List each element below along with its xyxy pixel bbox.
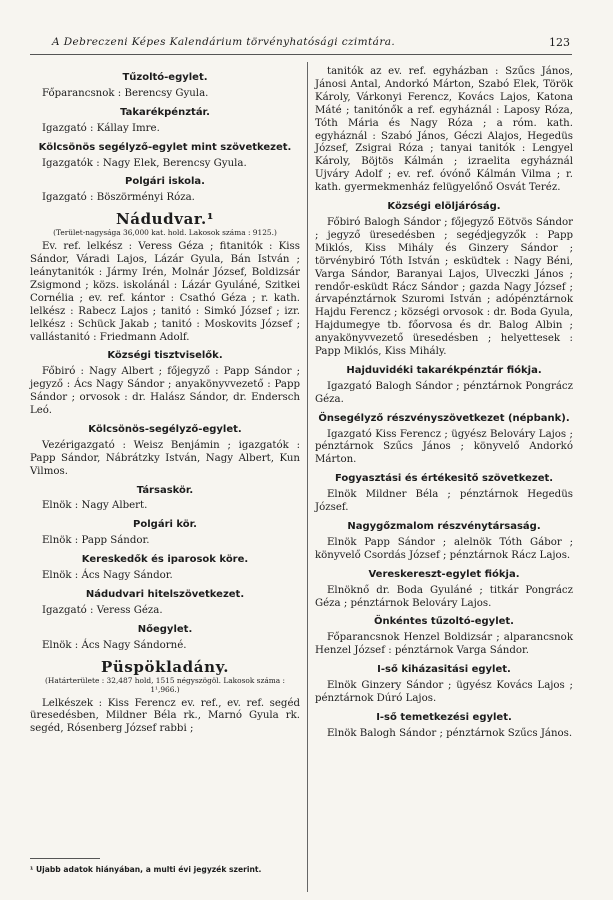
section-heading: Polgári iskola.	[125, 176, 205, 188]
town-heading: Püspökladány.	[100, 657, 230, 676]
entry-paragraph: Ev. ref. lelkész : Veress Géza ; fitanitók : Kiss Sándor, Váradi Lajos, Lázár Gyula, Bán István ; leánytanitók : Jármy Irén, Molnár József, Boldizsár Zsigmond ; közs. iskolánál : Lázár Gyuláné, Szitkei Cornélia ; ev. ref. kántor : Csathó Géza ; r. kath. lelkész : Rabecz Lajos ; tanitó : Simkó József ; izr. lelkész : Schück Jakab ; tanitó : Moskovits József ; vallástanitó : Friedmann Adolf.	[30, 241, 300, 343]
entry-paragraph: Elnök Mildner Béla ; pénztárnok Hegedüs József.	[315, 489, 573, 514]
entry-paragraph: Igazgató : Veress Géza.	[42, 604, 163, 616]
entry-paragraph: Elnök : Nagy Albert.	[42, 500, 148, 512]
column-divider	[307, 62, 308, 892]
entry-paragraph: Elnök : Ács Nagy Sándorné.	[42, 639, 187, 651]
entry-paragraph: Elnöknő dr. Boda Gyuláné ; titkár Pongrácz Géza ; pénztárnok Belováry Lajos.	[315, 584, 573, 609]
page-number: 123	[549, 36, 570, 49]
entry-paragraph: Elnök : Ács Nagy Sándor.	[42, 570, 173, 582]
section-heading: Kereskedők és iparosok köre.	[81, 554, 249, 566]
section-heading: Nőegylet.	[137, 623, 193, 635]
footnote-rule	[30, 858, 100, 859]
section-heading: Községi elöljáróság.	[387, 201, 501, 213]
section-heading: Polgári kör.	[133, 519, 197, 531]
entry-paragraph: Főbiró : Nagy Albert ; főjegyző : Papp Sándor ; jegyző : Ács Nagy Sándor ; anyakönyvvezető : Papp Sándor ; orvosok : dr. Halász Sándor, dr. Endersch Leó.	[30, 366, 300, 417]
section-heading: I-ső kiházasitási egylet.	[377, 664, 511, 676]
section-heading: Hajduvidéki takarékpénztár fiókja.	[346, 364, 542, 376]
section-heading: Takarékpénztár.	[120, 106, 210, 118]
entry-paragraph: Főparancsnok Henzel Boldizsár ; alparancsnok Henzel József : pénztárnok Varga Sándor.	[315, 632, 573, 657]
entry-paragraph: Igazgatók : Nagy Elek, Berencsy Gyula.	[42, 157, 247, 169]
section-heading: Önkéntes tűzoltó-egylet.	[374, 616, 514, 628]
town-statistics: (Terület-nagysága 36,000 kat. hold. Lakosok száma : 9125.)	[53, 228, 277, 238]
section-heading: Községi tisztviselők.	[107, 350, 223, 362]
entry-paragraph: Igazgató Balogh Sándor ; pénztárnok Pongrácz Géza.	[315, 380, 573, 405]
section-heading: Vereskereszt-egylet fiókja.	[368, 568, 520, 580]
left-column	[30, 66, 300, 738]
entry-paragraph: Főbiró Balogh Sándor ; főjegyző Eötvös Sándor ; jegyző üresedésben ; segédjegyzők : Papp Miklós, Kiss Mihály és Ginzery Sándor ; törvénybiró Tóth István ; esküdtek : Nagy Béni, Varga Sándor, Baranyai Lajos, Ulveczki János ; rendőr-esküdt Rácz Sándor ; gazda Nagy József ; árvapénztárnok Szuromi István ; adópénztárnok Hajdu Ferencz ; községi orvosok : dr. Boda Gyula, Hajdumegye tb. főorvosa és dr. Balog Albin ; anyakönyvvezető üresedésben ; helyettesek : Papp Miklós, Kiss Mihály.	[315, 216, 573, 358]
section-heading: Kölcsönös segélyző-egylet mint szövetkezet.	[38, 141, 292, 153]
section-heading: Nagygőzmalom részvénytársaság.	[347, 521, 541, 532]
section-heading: Nádudvari hitelszövetkezet.	[85, 589, 245, 600]
section-heading: I-ső temetkezési egylet.	[376, 711, 512, 723]
section-heading: Társaskör.	[136, 484, 194, 496]
page-header	[30, 36, 570, 52]
entry-paragraph: Elnök : Papp Sándor.	[42, 535, 150, 547]
town-statistics: (Határterülete : 32,487 hold, 1515 négyszögöl. Lakosok száma : 1¹,966.)	[45, 675, 285, 694]
footnote: ¹ Ujabb adatok hiányában, a multi évi jegyzék szerint.	[30, 865, 262, 874]
section-heading: Kölcsönös-segélyző-egylet.	[88, 423, 242, 435]
entry-paragraph: Igazgató : Böszörményi Róza.	[42, 192, 195, 204]
section-heading: Tűzoltó-egylet.	[122, 72, 208, 83]
entry-paragraph: tanitók az ev. ref. egyházban : Szűcs János, Jánosi Antal, Andorkó Márton, Szabó Elek, Török Károly, Várkonyi Ferencz, Kovács Lajos, Katona Máté ; tanitónők a ref. egyháznál : Laposy Róza, Tóth Mária és Nagy Róza ; a róm. kath. egyháznál : Szabó János, Géczi Alajos, Hegedüs József, Zsigrai Róza ; tanyai tanitók : Lengyel Károly, Böjtös Kálmán ; izraelita egyháznál Ujváry Adolf ; ev. ref. óvónő Kálmán Vilma ; r. kath. gyermekmenház felügyelőnő Osvát Teréz.	[315, 66, 573, 194]
running-title: A Debreczeni Képes Kalendárium törvényhatósági czimtára.	[52, 36, 396, 48]
town-heading: Nádudvar.¹	[115, 210, 215, 229]
entry-paragraph: Főparancsnok : Berencsy Gyula.	[42, 87, 209, 99]
entry-paragraph: Elnök Ginzery Sándor ; ügyész Kovács Lajos ; pénztárnok Dúró Lajos.	[315, 680, 573, 704]
entry-paragraph: Lelkészek : Kiss Ferencz ev. ref., ev. ref. segéd üresedésben, Mildner Béla rk., Marnó Gyula rk. segéd, Rósenberg József rabbi ;	[30, 697, 300, 735]
entry-paragraph: Igazgató : Kállay Imre.	[42, 122, 160, 134]
entry-paragraph: Vezérigazgató : Weisz Benjámin ; igazgatók : Papp Sándor, Nábrátzky István, Nagy Albert, Kun Vilmos.	[30, 439, 300, 477]
entry-paragraph: Elnök Balogh Sándor ; pénztárnok Szűcs János.	[327, 727, 573, 739]
entry-paragraph: Elnök Papp Sándor ; alelnök Tóth Gábor ; könyvelő Csordás József ; pénztárnok Rácz Lajos.	[315, 536, 573, 561]
right-column	[315, 66, 573, 743]
header-rule	[30, 54, 572, 55]
section-heading: Önsegélyző részvényszövetkezet (népbank).	[318, 412, 570, 424]
section-heading: Fogyasztási és értékesitő szövetkezet.	[334, 473, 554, 485]
entry-paragraph: Igazgató Kiss Ferencz ; ügyész Belováry Lajos ; pénztárnok Szűcs János ; könyvelő Andorkó Márton.	[315, 428, 573, 466]
